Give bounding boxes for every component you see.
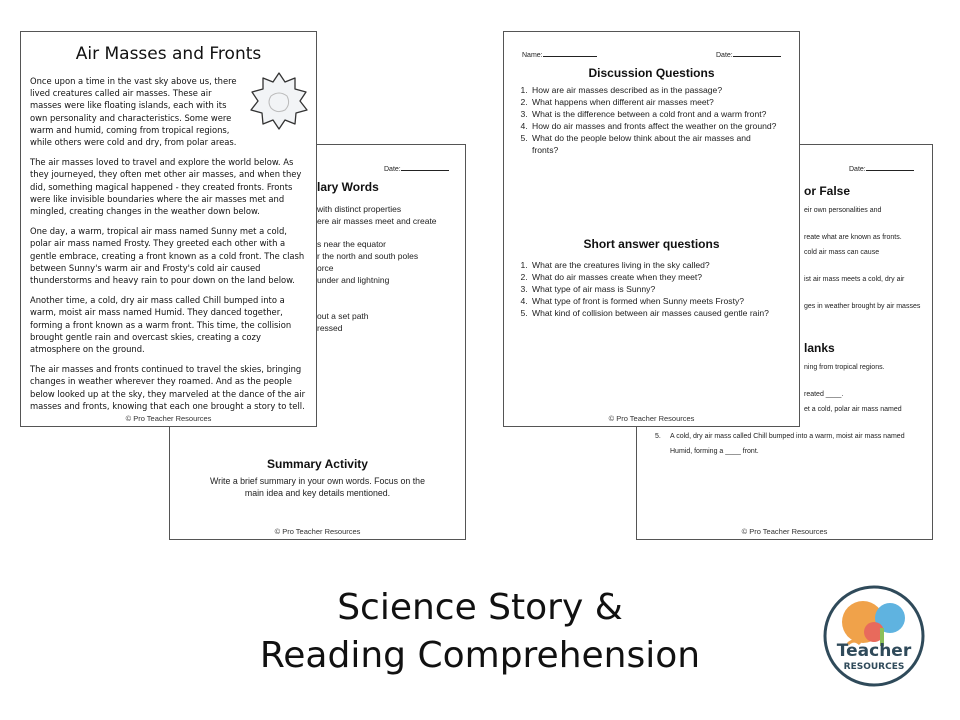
- true-false-title: or False: [804, 184, 851, 198]
- short-answer-question-list: [514, 259, 800, 319]
- blank-item-text: A cold, dry air mass called Chill bumped into a warm, moist air mass named: [670, 433, 905, 440]
- date-field: [849, 163, 914, 173]
- date-field: [716, 49, 781, 59]
- discussion-question: 2. What happens when different air masses meet?: [530, 96, 800, 108]
- blank-fragment: ning from tropical regions.: [804, 364, 885, 371]
- blank-fragment: reated ____.: [804, 391, 844, 398]
- vocabulary-title: lary Words: [317, 180, 379, 194]
- page-footer: © Pro Teacher Resources: [741, 527, 828, 536]
- short-answer-title: Short answer questions: [583, 237, 720, 251]
- discussion-question: 3. What is the difference between a cold front and a warm front?: [530, 108, 800, 120]
- date-field: [384, 163, 449, 173]
- date-label: Date:: [384, 166, 401, 173]
- vocab-fragment: s near the equator: [317, 239, 386, 249]
- name-field: [522, 49, 597, 59]
- discussion-question: 5. What do the people below think about the air masses and fronts?: [530, 132, 772, 156]
- story-paragraph: The air masses loved to travel and explore the world below. As they journeyed, they often met other air masses, and when they did, something magical happened - they created fronts. Fronts were like invisible boundaries where the air masses met and mingled, creating changes in the weather down below.: [30, 157, 302, 217]
- short-answer-question: 3. What type of air mass is Sunny?: [530, 283, 800, 295]
- pro-teacher-resources-logo: [818, 584, 930, 688]
- vocab-fragment: out a set path: [317, 311, 369, 321]
- logo-text-bottom: RESOURCES: [843, 662, 905, 672]
- vocab-fragment: ere air masses meet and create: [317, 216, 437, 226]
- discussion-worksheet: [503, 31, 800, 427]
- true-false-fragment: reate what are known as fronts.: [804, 234, 902, 241]
- summary-title: Summary Activity: [267, 457, 368, 471]
- short-answer-question: 2. What do air masses create when they meet?: [530, 271, 800, 283]
- page-footer: © Pro Teacher Resources: [274, 527, 361, 536]
- discussion-question: 1. How are air masses described as in the passage?: [530, 84, 800, 96]
- story-paragraph: Another time, a cold, dry air mass called Chill bumped into a warm, moist air mass named Humid. They danced together, forming a front known as a warm front. This time, the collision brought gentle rain and overcast skies, creating a cozy atmosphere on the ground.: [30, 295, 292, 355]
- page-footer: © Pro Teacher Resources: [125, 414, 212, 423]
- banner-title-line-2: Reading Comprehension: [259, 635, 701, 676]
- date-label: Date:: [716, 52, 733, 59]
- story-page: [20, 31, 317, 427]
- short-answer-question: 5. What kind of collision between air masses caused gentle rain?: [530, 307, 800, 319]
- vocab-fragment: ressed: [317, 323, 343, 333]
- true-false-fragment: ist air mass meets a cold, dry air: [804, 276, 905, 283]
- page-footer: © Pro Teacher Resources: [608, 414, 695, 423]
- blank-item-text: Humid, forming a ____ front.: [670, 448, 759, 455]
- fill-blanks-title: lanks: [804, 341, 835, 355]
- story-body: [30, 75, 307, 420]
- story-paragraph: Once upon a time in the vast sky above us, there lived creatures called air masses. These air masses were like floating islands, each with its own personality and characteristics. Some were warm and humid, coming from tropical regions, while others were cold and dry, from polar areas.: [30, 76, 237, 148]
- summary-instructions: Write a brief summary in your own words. Focus on the main idea and key details mentioned.: [210, 476, 425, 498]
- story-title: Air Masses and Fronts: [75, 44, 262, 64]
- vocab-fragment: with distinct properties: [317, 204, 402, 214]
- true-false-fragment: ges in weather brought by air masses: [804, 303, 921, 310]
- vocab-fragment: r the north and south poles: [317, 251, 419, 261]
- banner-title-line-1: Science Story &: [337, 587, 623, 628]
- discussion-question-list: [514, 84, 800, 156]
- logo-text-top: Teacher: [836, 641, 912, 661]
- blank-fragment: et a cold, polar air mass named: [804, 406, 902, 413]
- story-paragraph: The air masses and fronts continued to travel the skies, bringing changes in weather wherever they roamed. And as the people below looked up at the sky, they marveled at the dance of the air masses and fronts, knowing that each one brought a story to tell.: [30, 364, 306, 411]
- name-label: Name:: [522, 52, 543, 59]
- true-false-fragment: cold air mass can cause: [804, 249, 880, 256]
- short-answer-question: 1. What are the creatures living in the sky called?: [530, 259, 800, 271]
- discussion-title: Discussion Questions: [588, 66, 715, 80]
- vocab-fragment: orce: [317, 263, 334, 273]
- blank-item-number: 5.: [655, 433, 661, 440]
- discussion-question: 4. How do air masses and fronts affect the weather on the ground?: [530, 120, 800, 132]
- true-false-fragment: eir own personalities and: [804, 207, 882, 214]
- date-label: Date:: [849, 166, 866, 173]
- vocab-fragment: under and lightning: [317, 275, 390, 285]
- short-answer-question: 4. What type of front is formed when Sunny meets Frosty?: [530, 295, 800, 307]
- story-paragraph: One day, a warm, tropical air mass named Sunny met a cold, polar air mass named Frosty. They greeted each other with a gentle embrace, creating a front known as a cold front. The clash between Sunny's warm air and Frosty's cold air caused thunderstorms and heavy rain to pour down on the land below.: [30, 226, 305, 286]
